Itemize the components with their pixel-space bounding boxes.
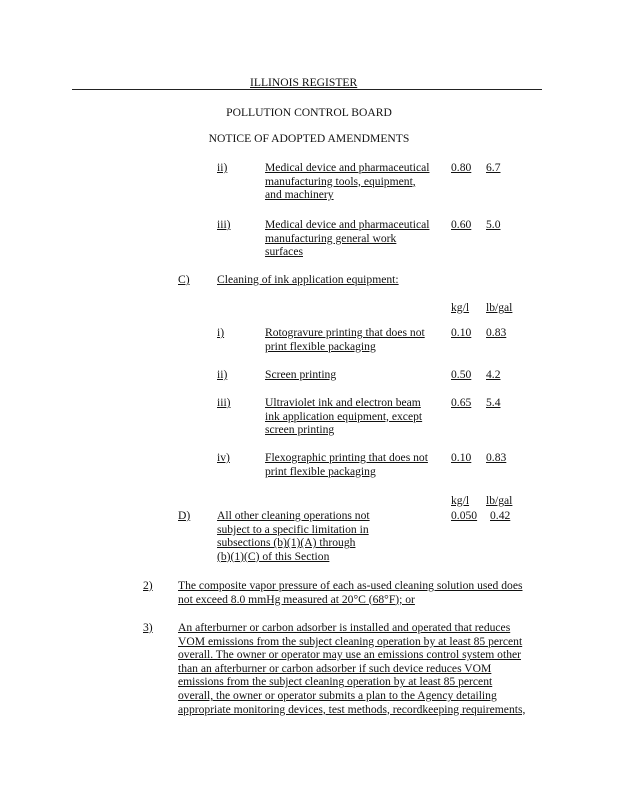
item-c-iii-lb: 5.4 <box>486 396 501 409</box>
item-c-iv-kg: 0.10 <box>451 451 472 464</box>
item-c-iv-label: iv) <box>217 451 230 464</box>
section-d-kg: 0.050 <box>451 509 478 522</box>
item-b-ii-label: ii) <box>217 161 228 174</box>
item-c-i-lb: 0.83 <box>486 326 507 339</box>
item-c-iv-desc: Flexographic printing that does not print flexible packaging <box>265 451 428 478</box>
board-title: POLLUTION CONTROL BOARD <box>226 106 392 119</box>
para-3-label: 3) <box>143 621 153 634</box>
section-c-label: C) <box>178 273 190 286</box>
item-c-ii-lb: 4.2 <box>486 368 501 381</box>
item-c-ii-kg: 0.50 <box>451 368 472 381</box>
item-c-iv-lb: 0.83 <box>486 451 507 464</box>
section-c-title: Cleaning of ink application equipment: <box>217 273 399 286</box>
item-c-i-desc: Rotogravure printing that does not print flexible packaging <box>265 326 425 353</box>
section-c-unit-lb: lb/gal <box>486 301 513 314</box>
section-d-label: D) <box>178 509 191 522</box>
item-c-ii-desc: Screen printing <box>265 368 337 381</box>
item-b-ii-kg: 0.80 <box>451 161 472 174</box>
item-b-iii-kg: 0.60 <box>451 218 472 231</box>
item-b-iii-label: iii) <box>217 218 231 231</box>
item-b-ii-lb: 6.7 <box>486 161 501 174</box>
item-c-iii-kg: 0.65 <box>451 396 472 409</box>
item-c-iii-label: iii) <box>217 396 231 409</box>
item-b-iii-desc: Medical device and pharmaceutical manufacturing general work surfaces <box>265 218 430 259</box>
para-2-text: The composite vapor pressure of each as-used cleaning solution used does not exceed 8.0 mmHg measured at 20°C (68°F); or <box>178 579 523 606</box>
item-c-ii-label: ii) <box>217 368 228 381</box>
para-2-label: 2) <box>143 579 153 592</box>
item-c-iii-desc: Ultraviolet ink and electron beam ink application equipment, except screen printing <box>265 396 423 437</box>
register-title: ILLINOIS REGISTER <box>250 76 358 89</box>
section-d-desc: All other cleaning operations not subject to a specific limitation in subsections (b)(1)(A) through (b)(1)(C) of this Section <box>217 509 370 563</box>
section-d-unit-lb: lb/gal <box>486 494 513 507</box>
notice-title: NOTICE OF ADOPTED AMENDMENTS <box>208 132 410 145</box>
header-rule <box>72 89 542 90</box>
section-d-lb: 0.42 <box>490 509 511 522</box>
item-c-i-label: i) <box>217 326 225 339</box>
section-d-unit-kg: kg/l <box>451 494 470 507</box>
para-3-text: An afterburner or carbon adsorber is installed and operated that reduces VOM emissions from the subject cleaning operation by at least 85 percent overall. The owner or operator may use an emissions control system other than an afterburner or carbon adsorber if such device reduces VOM emissions from the subject cleaning operation by at least 85 percent overall, the owner or operator submits a plan to the Agency detailing appropriate monitoring devices, test methods, recordkeeping requirements, <box>178 621 526 716</box>
item-b-ii-desc: Medical device and pharmaceutical manufacturing tools, equipment, and machinery <box>265 161 430 202</box>
item-c-i-kg: 0.10 <box>451 326 472 339</box>
item-b-iii-lb: 5.0 <box>486 218 501 231</box>
section-c-unit-kg: kg/l <box>451 301 470 314</box>
